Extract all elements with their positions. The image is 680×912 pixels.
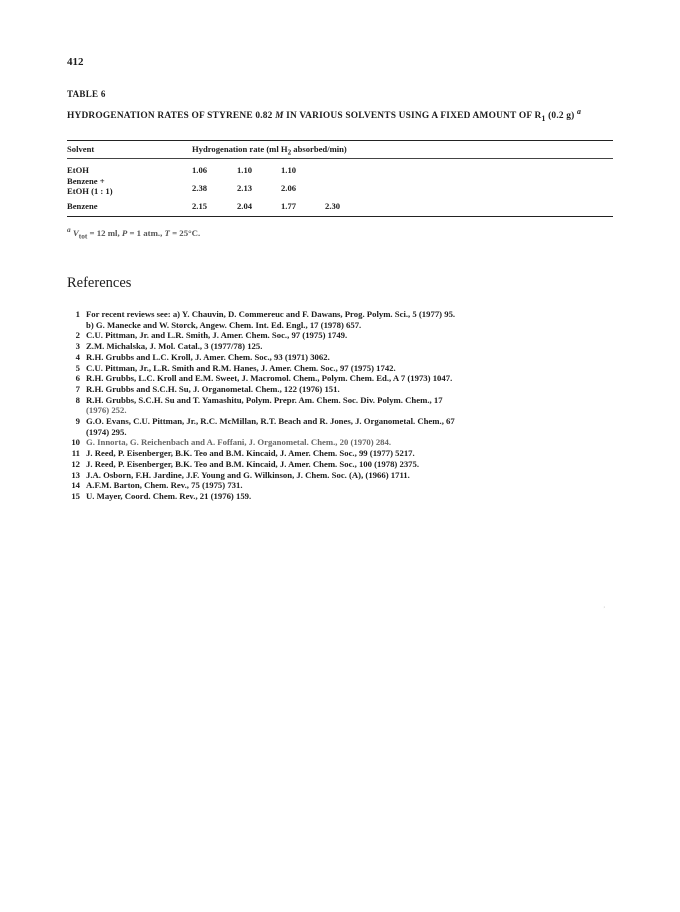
reference-item	[63, 470, 623, 481]
table-cell-rate: 2.38	[192, 183, 208, 193]
table-cell-rate: 1.06	[192, 165, 208, 175]
table-cell-solvent: Benzene	[67, 201, 98, 211]
table-cell-rate: 2.15	[192, 201, 208, 211]
reference-text: Z.M. Michalska, J. Mol. Catal., 3 (1977/78) 125.	[86, 341, 263, 352]
table-label: TABLE 6	[67, 89, 106, 99]
reference-text: b) G. Manecke and W. Storck, Angew. Chem. Int. Ed. Engl., 17 (1978) 657.	[86, 319, 362, 330]
reference-text: J. Reed, P. Eisenberger, B.K. Teo and B.M. Kincaid, J. Amer. Chem. Soc., 100 (1978) 2375.	[86, 458, 420, 469]
reference-number: 6	[75, 373, 80, 384]
reference-text: U. Mayer, Coord. Chem. Rev., 21 (1976) 159.	[86, 490, 252, 501]
reference-item	[63, 341, 623, 352]
reference-item	[63, 416, 623, 437]
table-cell-rate: 1.10	[281, 165, 297, 175]
reference-number: 8	[75, 394, 80, 405]
reference-number: 5	[75, 362, 80, 373]
reference-number: 1	[75, 309, 80, 319]
reference-text: G. Innorta, G. Reichenbach and A. Foffani, J. Organometal. Chem., 20 (1970) 284.	[86, 437, 392, 448]
reference-item	[63, 309, 623, 330]
reference-number: 3	[75, 341, 80, 352]
reference-text: R.H. Grubbs and S.C.H. Su, J. Organometal. Chem., 122 (1976) 151.	[86, 383, 340, 394]
table-cell-rate: 2.30	[325, 201, 341, 211]
reference-text: (1976) 252.	[86, 405, 127, 416]
references-heading: References	[67, 275, 132, 291]
reference-item	[63, 437, 623, 448]
table-footnote: $^a$ $V_{tot} = 12$ ml, P = 1 atm., T = 25°C.	[67, 225, 201, 241]
reference-number: 12	[71, 458, 80, 469]
reference-number: 14	[71, 480, 80, 491]
reference-number: 11	[71, 448, 80, 459]
reference-item	[63, 373, 623, 384]
table-top-rule	[67, 140, 613, 141]
reference-text: J. Reed, P. Eisenberger, B.K. Teo and B.M. Kincaid, J. Amer. Chem. Soc., 99 (1977) 5217.	[86, 448, 415, 459]
reference-text: R.H. Grubbs, S.C.H. Su and T. Yamashitu, Polym. Prepr. Am. Chem. Soc. Div. Polym. Chem., 17	[86, 394, 443, 405]
reference-number: 9	[75, 416, 80, 427]
reference-item	[63, 395, 623, 416]
table-header-rule	[67, 158, 613, 159]
table-cell-solvent: EtOH	[67, 165, 89, 175]
table-cell-rate: 2.04	[237, 201, 253, 211]
page-number: 412	[67, 56, 84, 68]
reference-item	[63, 363, 623, 374]
table-bottom-rule	[67, 216, 613, 217]
column-header-rate: Hydrogenation rate (ml $H_2$ absorbed/min)	[192, 144, 347, 157]
table-cell-rate: 2.13	[237, 183, 253, 193]
reference-number: 15	[71, 490, 80, 501]
reference-text: J.A. Osborn, F.H. Jardine, J.F. Young and G. Wilkinson, J. Chem. Soc. (A), (1966) 1711.	[86, 469, 410, 480]
reference-text: R.H. Grubbs, L.C. Kroll and E.M. Sweet, J. Macromol. Chem., Polym. Chem. Ed., A 7 (1973) 1047.	[86, 373, 453, 384]
table-cell-rate: 1.77	[281, 201, 297, 211]
reference-item	[63, 491, 623, 502]
reference-number: 2	[75, 330, 80, 341]
reference-number: 10	[71, 437, 80, 448]
reference-text: G.O. Evans, C.U. Pittman, Jr., R.C. McMillan, R.T. Beach and R. Jones, J. Organometal. Chem., 67	[86, 416, 455, 427]
reference-item	[63, 459, 623, 470]
table-cell-rate: 1.10	[237, 165, 253, 175]
references-list	[63, 309, 623, 502]
reference-text: C.U. Pittman, Jr. and L.R. Smith, J. Amer. Chem. Soc., 97 (1975) 1749.	[86, 330, 348, 341]
reference-text: (1974) 295.	[86, 426, 127, 437]
table-title: HYDROGENATION RATES OF STYRENE 0.82 M IN VARIOUS SOLVENTS USING A FIXED AMOUNT OF $R_1$ (0.2 g) $^a$	[67, 107, 582, 123]
reference-item	[63, 384, 623, 395]
reference-item	[63, 480, 623, 491]
reference-number: 4	[75, 351, 80, 362]
reference-text: A.F.M. Barton, Chem. Rev., 75 (1975) 731.	[86, 480, 243, 491]
reference-number: 7	[75, 383, 80, 394]
column-header-solvent: Solvent	[67, 144, 95, 154]
reference-item	[63, 448, 623, 459]
table-cell-rate: 2.06	[281, 183, 297, 193]
reference-text: C.U. Pittman, Jr., L.R. Smith and R.M. Hanes, J. Amer. Chem. Soc., 97 (1975) 1742.	[86, 362, 396, 373]
reference-text: R.H. Grubbs and L.C. Kroll, J. Amer. Chem. Soc., 93 (1971) 3062.	[86, 351, 330, 362]
reference-item	[63, 352, 623, 363]
table-cell-solvent: Benzene + EtOH (1 : 1)	[67, 176, 113, 196]
scan-mark: ,	[603, 603, 605, 609]
reference-text: For recent reviews see: a) Y. Chauvin, D. Commereuc and F. Dawans, Prog. Polym. Sci., 5 (1977) 95.	[86, 309, 456, 319]
reference-number: 13	[71, 469, 80, 480]
reference-item	[63, 330, 623, 341]
